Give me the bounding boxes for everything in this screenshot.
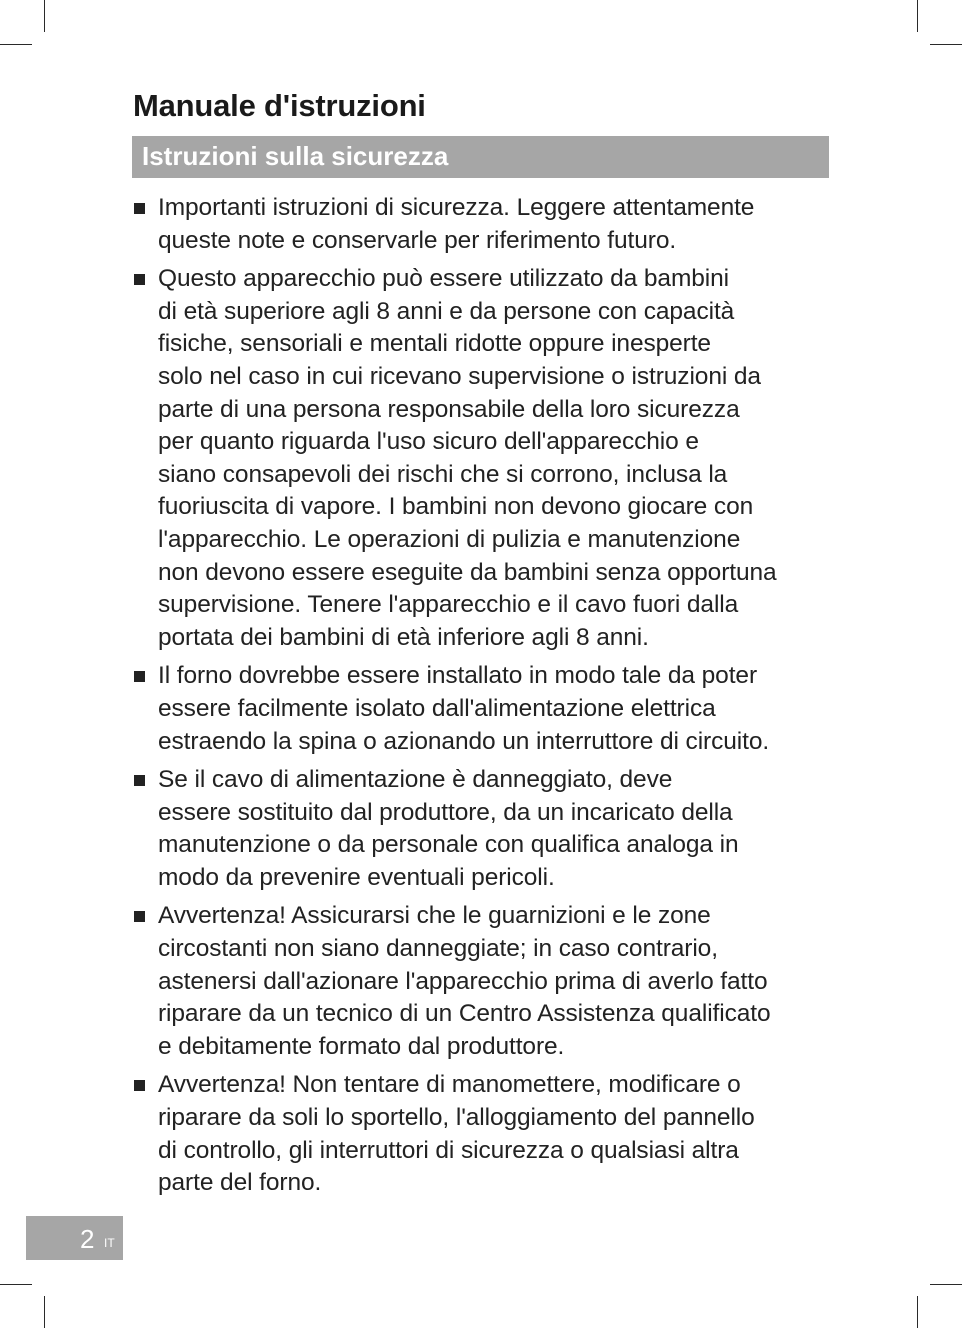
list-item — [132, 263, 832, 654]
page-number-badge — [26, 1216, 123, 1260]
text-line: modo da prevenire eventuali pericoli. — [158, 863, 555, 891]
page-number: 2 — [80, 1224, 95, 1254]
square-bullet-icon — [134, 671, 145, 682]
list-item — [132, 1069, 832, 1199]
square-bullet-icon — [134, 274, 145, 285]
text-line: astenersi dall'azionare l'apparecchio prima di averlo fatto — [158, 967, 768, 995]
section-title: Istruzioni sulla sicurezza — [142, 141, 449, 171]
text-line: solo nel caso in cui ricevano supervisione o istruzioni da — [158, 362, 761, 390]
language-code: IT — [104, 1236, 115, 1250]
crop-mark — [917, 1296, 918, 1328]
list-item — [132, 900, 832, 1063]
square-bullet-icon — [134, 203, 145, 214]
text-line: essere facilmente isolato dall'alimentazione elettrica — [158, 694, 716, 722]
text-line: parte di una persona responsabile della loro sicurezza — [158, 395, 740, 423]
page-title: Manuale d'istruzioni — [133, 88, 426, 123]
list-item — [132, 192, 832, 257]
text-line: circostanti non siano danneggiate; in caso contrario, — [158, 935, 718, 963]
crop-mark — [917, 0, 918, 32]
text-line: e debitamente formato dal produttore. — [158, 1032, 565, 1060]
text-line: estraendo la spina o azionando un interruttore di circuito. — [158, 727, 770, 755]
text-line: queste note e conservarle per riferimento futuro. — [158, 226, 677, 254]
square-bullet-icon — [134, 775, 145, 786]
text-line: manutenzione o da personale con qualifica analoga in — [158, 831, 739, 859]
list-item — [132, 660, 832, 758]
text-line: non devono essere eseguite da bambini senza opportuna — [158, 558, 777, 586]
crop-mark — [0, 1284, 32, 1285]
text-line: portata dei bambini di età inferiore agli 8 anni. — [158, 623, 649, 651]
text-line: parte del forno. — [158, 1169, 322, 1197]
crop-mark — [0, 44, 32, 45]
text-line: di età superiore agli 8 anni e da persone con capacità — [158, 297, 735, 325]
text-line: siano consapevoli dei rischi che si corrono, inclusa la — [158, 460, 728, 488]
section-header — [132, 136, 829, 178]
text-line: Se il cavo di alimentazione è danneggiato, deve — [158, 766, 673, 794]
text-line: essere sostituito dal produttore, da un incaricato della — [158, 798, 733, 826]
square-bullet-icon — [134, 911, 145, 922]
text-line: di controllo, gli interruttori di sicurezza o qualsiasi altra — [158, 1136, 739, 1164]
text-line: l'apparecchio. Le operazioni di pulizia e manutenzione — [158, 525, 741, 553]
list-item — [132, 764, 832, 894]
crop-mark — [930, 44, 962, 45]
text-line: Avvertenza! Assicurarsi che le guarnizioni e le zone — [158, 902, 711, 930]
text-line: Questo apparecchio può essere utilizzato da bambini — [158, 265, 729, 293]
text-line: Avvertenza! Non tentare di manomettere, modificare o — [158, 1071, 741, 1099]
crop-mark — [44, 0, 45, 32]
square-bullet-icon — [134, 1080, 145, 1091]
text-line: riparare da soli lo sportello, l'alloggiamento del pannello — [158, 1104, 755, 1132]
text-line: riparare da un tecnico di un Centro Assistenza qualificato — [158, 1000, 771, 1028]
safety-instructions-list — [132, 192, 832, 1206]
text-line: Importanti istruzioni di sicurezza. Leggere attentamente — [158, 194, 755, 221]
text-line: supervisione. Tenere l'apparecchio e il cavo fuori dalla — [158, 591, 739, 619]
crop-mark — [930, 1284, 962, 1285]
text-line: fisiche, sensoriali e mentali ridotte oppure inesperte — [158, 330, 711, 358]
text-line: Il forno dovrebbe essere installato in modo tale da poter — [158, 662, 758, 690]
text-line: per quanto riguarda l'uso sicuro dell'apparecchio e — [158, 428, 699, 456]
text-line: fuoriuscita di vapore. I bambini non devono giocare con — [158, 493, 754, 521]
crop-mark — [44, 1296, 45, 1328]
